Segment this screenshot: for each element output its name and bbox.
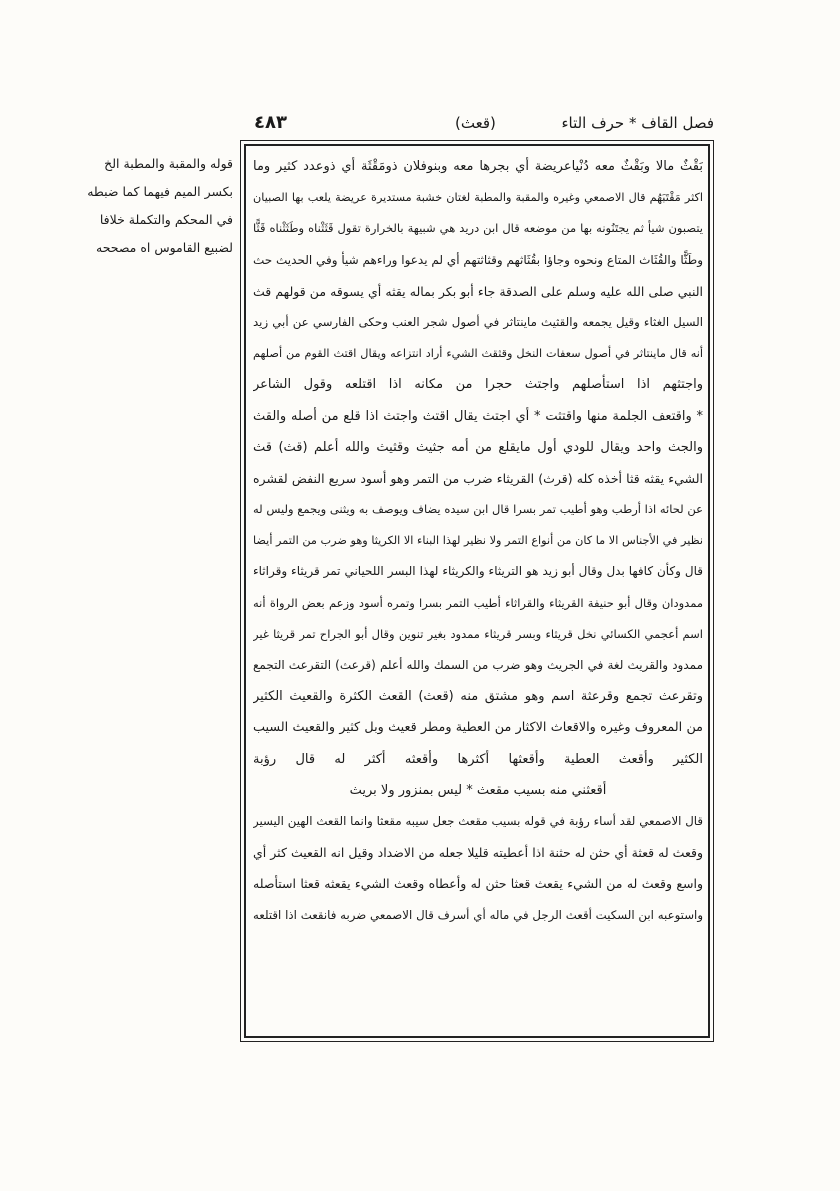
margin-note-line: في المحكم والتكملة خلافا bbox=[99, 212, 233, 227]
margin-note-line: بكسر الميم فيهما كما ضبطه bbox=[87, 184, 233, 199]
body-line: واستوعبه ابن السكيت أقعث الرجل في ماله أي أسرف قال الاصمعي ضربه فانقعث اذا اقتلعه bbox=[253, 907, 703, 922]
body-line: النبي صلى الله عليه وسلم على الصدقة جاء أبو بكر بماله يقثه أي يسوقه من قولهم قث bbox=[253, 283, 703, 299]
body-line: بَقْثٌ مالا وبَقْثٌ معه دُنْياعريضة أي بجرها معه وبنوفلان ذومَقْثَة أي ذوعدد كثير وما bbox=[253, 159, 703, 174]
body-line: قال وكأن كافها بدل وقال أبو زيد هو التريثاء والكريثاء لهذا البسر اللحياني تمر قريثاء وقراثاء bbox=[253, 564, 703, 579]
body-text bbox=[253, 151, 703, 1031]
body-line: نظير في الأجناس الا ما كان من أنواع التمر ولا نظير لهذا البناء الا الكريثا وهو ضرب من التمر أيضا bbox=[253, 534, 703, 548]
body-line: وطَثًّا والقُثَاث المتاع ونحوه وجاؤا بقُثَاثهم وقثاثتهم أي لم يدعوا وراءهم شيأ وفي الحديث حث bbox=[253, 252, 703, 267]
margin-note bbox=[85, 150, 233, 262]
body-line: وقعث له قعثة أي حثن له حثنة اذا أعطيته قليلا جعله من الاضداد وقيل انه القعيث كثر أي bbox=[253, 845, 703, 861]
margin-note-line: قوله والمقبة والمطبة الخ bbox=[104, 156, 233, 171]
body-line: ممدودان وقال أبو حنيفة القريثاء والقراثاء أطيب التمر بسرا وتمره أسود وزعم بعض الرواة أنه bbox=[253, 595, 703, 610]
root-heading: (قعث) bbox=[455, 114, 496, 132]
body-line: قال الاصمعي لقد أساء رؤبة في قوله بسيب مقعث جعل سيبه مقعثا وانما القعث الهين اليسير bbox=[253, 813, 703, 828]
body-line: الشيء يقثه قثا أخذه كله (قرث) القريثاء ضرب من التمر وهو أسود سريع النفض لقشره bbox=[253, 470, 703, 486]
body-line: من المعروف وغيره والاقعاث الاكثار من العطية ومطر قعيث وبل كثير والقعيث السيب bbox=[253, 720, 703, 736]
body-line: واجتثهم اذا استأصلهم واجتث حجرا من مكانه اذا اقتلعه وقول الشاعر bbox=[253, 377, 703, 393]
body-line: أنه قال ماينتاثر في أصول سعفات النخل وقثقث الشيء أراد انتزاعه ويقال اقتث القوم من أصلهم bbox=[253, 347, 703, 361]
body-line: يتصبون شيأ ثم يجتَنُونه بها من موضعه قال ابن دريد هي شبيهة بالخرارة تقول قَثَثْناه وطَثَثْناه قَثًّا bbox=[253, 221, 703, 236]
page-number: ٤٨٣ bbox=[254, 112, 287, 133]
running-title: فصل القاف * حرف التاء bbox=[561, 114, 714, 132]
text-frame bbox=[240, 140, 714, 1042]
body-line: وتقرعث تجمع وقرعثة اسم وهو مشتق منه (قعث) القعث الكثرة والقعيث الكثير bbox=[253, 689, 703, 705]
body-line: الكثير وأقعث العطية وأقعثها أكثرها وأقعثه أكثر له قال رؤبة bbox=[253, 751, 703, 767]
body-line: واسع وقعث له من الشيء يقعث قعثا حثن له وأعطاه وقعث الشيء يقعثه قعثا استأصله bbox=[253, 876, 703, 892]
body-line: عن لحائه اذا أرطب وهو أطيب تمر بسرا قال ابن سيده يضاف ويوصف به ويثنى ويجمع وليس له bbox=[253, 502, 703, 517]
body-line: اكثر مَقْتَبَهُم قال الاصمعي وغيره والمقبة والمطبة لغتان خشبة مستديرة عريضة يلعب بها الصبيان bbox=[253, 191, 703, 205]
body-line: * واقتعف الجلمة منها واقتثت * أي اجتث يقال اقتث واجتث اذا قلع من أصله والقث bbox=[253, 408, 703, 424]
body-line: السيل الغثاء وقيل يجمعه والقثيث ماينتاثر في أصول شجر العنب وحكى الفارسي عن أبي زيد bbox=[253, 314, 703, 329]
body-line: والجث واحد ويقال للودي أول مايقلع من أمه جثيث وقثيث والله أعلم (قث) قث bbox=[253, 439, 703, 455]
body-line: ممدود والقريث لغة في الجريث وهو ضرب من السمك والله أعلم (قرعث) التقرعث التجمع bbox=[253, 658, 703, 672]
page-header bbox=[240, 110, 714, 142]
margin-note-line: لضبيع القاموس اه مصححه bbox=[96, 240, 233, 255]
verse-line: أقعثني منه بسيب مقعث * ليس بمنزور ولا بريث bbox=[349, 782, 607, 798]
body-line: اسم أعجمي الكسائي نخل قريثاء وبسر قريثاء ممدود بغير تنوين وقال أبو الجراح تمر قريثا غير bbox=[253, 626, 703, 641]
